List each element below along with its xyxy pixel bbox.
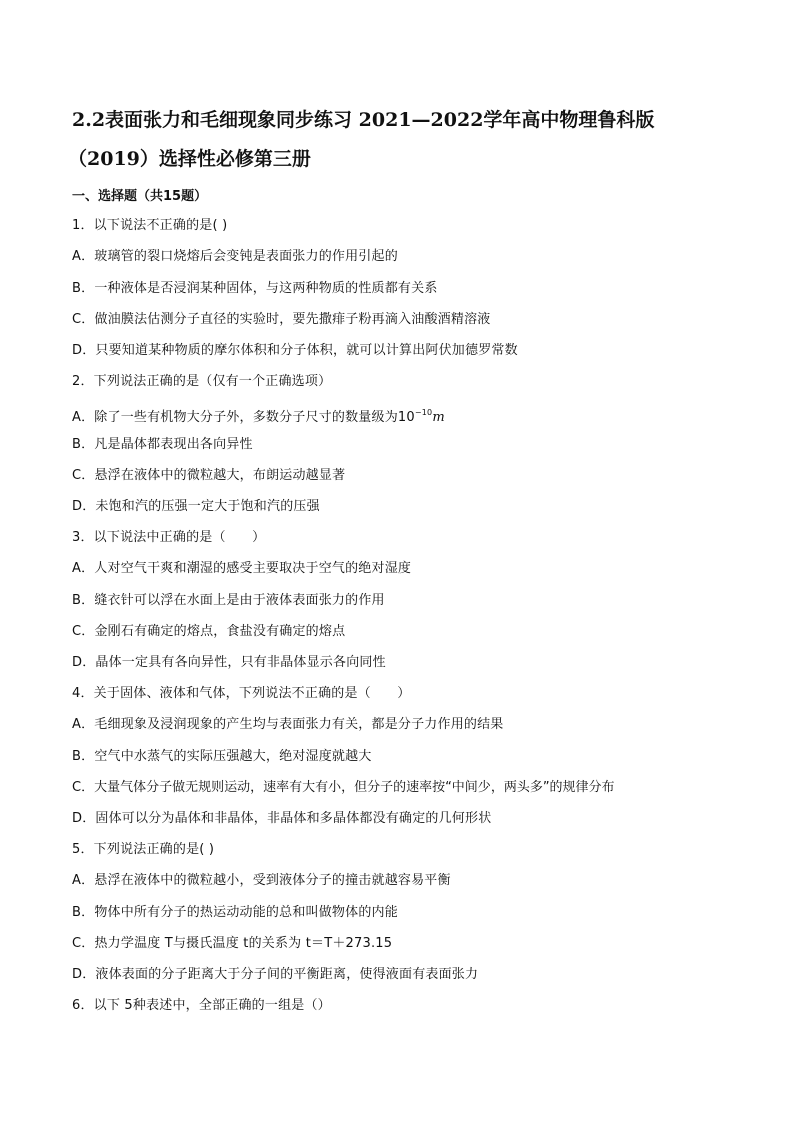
- question-stem: 4．关于固体、液体和气体，下列说法不正确的是（ ）: [72, 686, 411, 701]
- unit-symbol: m: [432, 410, 445, 425]
- option-d: D．晶体一定具有各向异性，只有非晶体显示各向同性: [72, 655, 386, 670]
- option-d: D．只要知道某种物质的摩尔体积和分子体积，就可以计算出阿伏加德罗常数: [72, 343, 518, 358]
- question-stem: 5．下列说法正确的是( ): [72, 842, 215, 857]
- option-b: B．缝衣针可以浮在水面上是由于液体表面张力的作用: [72, 593, 385, 608]
- section-heading: 一、选择题（共15题）: [72, 189, 208, 204]
- option-a: A．玻璃管的裂口烧熔后会变钝是表面张力的作用引起的: [72, 249, 398, 264]
- document-title-continued: （2019）选择性必修第三册: [68, 148, 311, 170]
- option-c: C．悬浮在液体中的微粒越大，布朗运动越显著: [72, 468, 346, 483]
- option-d: D．固体可以分为晶体和非晶体，非晶体和多晶体都没有确定的几何形状: [72, 811, 492, 826]
- option-a: [72, 404, 445, 427]
- power-base: 10: [397, 410, 415, 425]
- option-a: A．人对空气干爽和潮湿的感受主要取决于空气的绝对湿度: [72, 561, 412, 576]
- option-c: C．做油膜法估测分子直径的实验时，要先撒痱子粉再滴入油酸酒精溶液: [72, 312, 491, 327]
- document-title: 2.2表面张力和毛细现象同步练习 2021—2022学年高中物理鲁科版: [72, 109, 655, 131]
- option-d: D．未饱和汽的压强一定大于饱和汽的压强: [72, 499, 320, 514]
- power-exponent: −10: [414, 408, 433, 417]
- option-b: B．凡是晶体都表现出各向异性: [72, 437, 253, 452]
- option-b: B．空气中水蒸气的实际压强越大，绝对湿度就越大: [72, 749, 372, 764]
- option-a: A．毛细现象及浸润现象的产生均与表面张力有关，都是分子力作用的结果: [72, 717, 504, 732]
- option-a: A．悬浮在液体中的微粒越小，受到液体分子的撞击就越容易平衡: [72, 873, 451, 888]
- question-stem: 3．以下说法中正确的是（ ）: [72, 530, 266, 545]
- question-stem: 6．以下 5种表述中，全部正确的一组是（）: [72, 998, 331, 1013]
- option-c: C．金刚石有确定的熔点，食盐没有确定的熔点: [72, 624, 346, 639]
- question-stem: 2．下列说法正确的是（仅有一个正确选项）: [72, 374, 332, 389]
- option-c: C．大量气体分子做无规则运动，速率有大有小，但分子的速率按“中间少，两头多”的规律分布: [72, 780, 615, 795]
- option-b: B．一种液体是否浸润某种固体，与这两种物质的性质都有关系: [72, 281, 438, 296]
- question-stem: 1．以下说法不正确的是( ): [72, 218, 228, 233]
- option-a-text: A．除了一些有机物大分子外，多数分子尺寸的数量级为: [72, 410, 398, 425]
- option-d: D．液体表面的分子距离大于分子间的平衡距离，使得液面有表面张力: [72, 967, 479, 982]
- option-b: B．物体中所有分子的热运动动能的总和叫做物体的内能: [72, 905, 398, 920]
- option-c: C．热力学温度 T与摄氏温度 t的关系为 t＝T＋273.15: [72, 936, 393, 951]
